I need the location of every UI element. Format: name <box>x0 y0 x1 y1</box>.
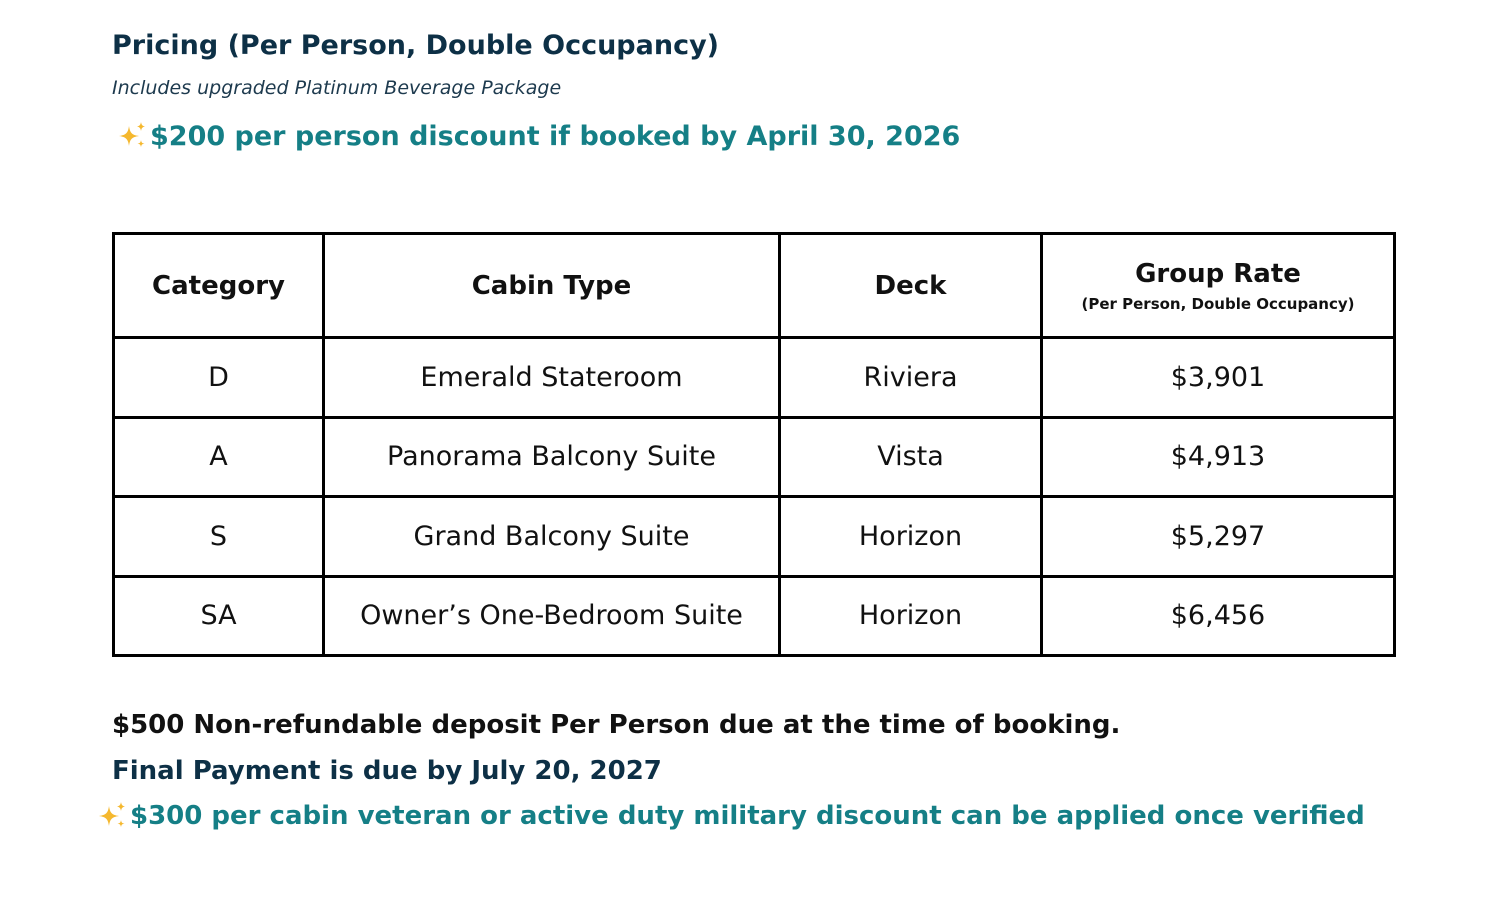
military-discount-text: $300 per cabin veteran or active duty military discount can be applied once verified <box>130 801 1365 831</box>
cell-cabin-type: Panorama Balcony Suite <box>324 417 780 497</box>
table-row <box>114 497 1395 577</box>
table-header-row <box>114 234 1395 338</box>
deposit-note: $500 Non-refundable deposit Per Person due at the time of booking. <box>112 710 1121 740</box>
cell-category: A <box>114 417 324 497</box>
final-payment-note: Final Payment is due by July 20, 2027 <box>112 756 662 786</box>
cell-deck: Vista <box>780 417 1042 497</box>
pricing-table <box>112 232 1396 657</box>
header-group-rate-label: Group Rate <box>1135 258 1301 289</box>
early-booking-discount-text: $200 per person discount if booked by April 30, 2026 <box>150 120 961 152</box>
cell-rate: $3,901 <box>1042 338 1395 418</box>
cell-rate: $4,913 <box>1042 417 1395 497</box>
header-group-rate <box>1042 234 1395 338</box>
cell-cabin-type: Emerald Stateroom <box>324 338 780 418</box>
page-subtitle: Includes upgraded Platinum Beverage Package <box>112 77 562 99</box>
sparkles-icon <box>116 120 148 152</box>
cell-rate: $5,297 <box>1042 497 1395 577</box>
cell-category: D <box>114 338 324 418</box>
cell-deck: Horizon <box>780 576 1042 656</box>
page-title: Pricing (Per Person, Double Occupancy) <box>112 30 720 61</box>
sparkles-icon <box>96 800 128 832</box>
header-deck: Deck <box>780 234 1042 338</box>
early-booking-discount <box>116 120 960 152</box>
cell-rate: $6,456 <box>1042 576 1395 656</box>
cell-cabin-type: Owner’s One-Bedroom Suite <box>324 576 780 656</box>
table-row <box>114 417 1395 497</box>
cell-category: SA <box>114 576 324 656</box>
cell-deck: Horizon <box>780 497 1042 577</box>
cell-deck: Riviera <box>780 338 1042 418</box>
header-cabin-type: Cabin Type <box>324 234 780 338</box>
military-discount <box>96 800 1365 832</box>
cell-category: S <box>114 497 324 577</box>
table-row <box>114 576 1395 656</box>
header-group-rate-note: (Per Person, Double Occupancy) <box>1081 294 1355 313</box>
table-row <box>114 338 1395 418</box>
header-category: Category <box>114 234 324 338</box>
cell-cabin-type: Grand Balcony Suite <box>324 497 780 577</box>
